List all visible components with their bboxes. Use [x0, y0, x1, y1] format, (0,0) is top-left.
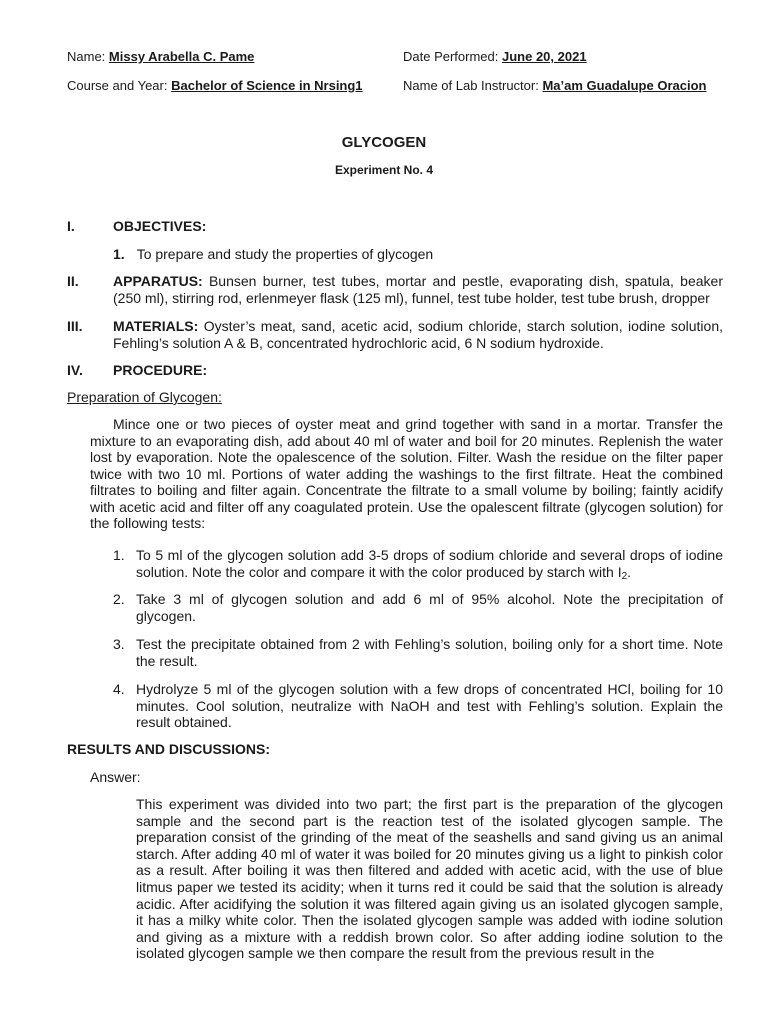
date-label: Date Performed:: [403, 49, 499, 64]
materials-block: [113, 318, 723, 352]
materials-heading: MATERIALS:: [113, 318, 199, 334]
course-line: [67, 78, 363, 93]
step-text: Test the precipitate obtained from 2 with Fehling’s solution, boiling only for a short time. Note the result.: [136, 636, 723, 669]
name-value: Missy Arabella C. Pame: [108, 49, 255, 64]
step-number: 1.: [113, 547, 125, 563]
document-subtitle: Experiment No. 4: [334, 163, 434, 177]
step-text: Hydrolyze 5 ml of the glycogen solution with a few drops of concentrated HCl, boiling for 10 minutes. Cool solution, neutralize with NaOH and test with Fehling’s solution. Explain the result obtained.: [136, 681, 723, 730]
answer-label: Answer:: [90, 769, 141, 785]
preparation-paragraph: Mince one or two pieces of oyster meat and grind together with sand in a mortar. Transfer the mixture to an evaporating dish, add about 40 ml of water and boil for 20 minutes. Replenish the water lost by evaporation. Note the opalescence of the solution. Filter. Wash the residue on the filter paper twice with two 10 ml. Portions of water adding the washings to the first filtrate. Heat the combined filtrates to boiling and filter again. Concentrate the filtrate to a small volume by boiling; faintly acidify with acetic acid and filter off any coagulated protein. Use the opalescent filtrate (glycogen solution) for the following tests:: [90, 416, 723, 531]
step-subscript: 2: [621, 570, 628, 582]
materials-number: III.: [67, 318, 83, 334]
name-line: [67, 49, 254, 64]
step-text: To 5 ml of the glycogen solution add 3-5 drops of sodium chloride and several drops of iodine solution. Note the color and compare it with the color produced by starch with I: [136, 547, 723, 580]
instructor-value: Ma’am Guadalupe Oracion: [542, 78, 707, 93]
instructor-line: [403, 78, 706, 93]
step-number: 2.: [113, 591, 125, 607]
results-heading: RESULTS AND DISCUSSIONS:: [67, 741, 271, 757]
list-item: [113, 681, 723, 731]
date-value: June 20, 2021: [502, 49, 587, 64]
apparatus-block: [113, 273, 723, 307]
materials-text: Oyster’s meat, sand, acetic acid, sodium chloride, starch solution, iodine solution, Fehling’s solution A & B, concentrated hydrochloric acid, 6 N sodium hydroxide.: [113, 318, 723, 351]
list-item: [113, 636, 723, 669]
objective-item-text: To prepare and study the properties of glycogen: [136, 246, 434, 262]
step-text: Take 3 ml of glycogen solution and add 6 ml of 95% alcohol. Note the precipitation of glycogen.: [136, 591, 723, 624]
step-number: 3.: [113, 636, 125, 652]
step-text-block: [136, 547, 723, 585]
course-value: Bachelor of Science in Nrsing1: [171, 78, 363, 93]
procedure-number: IV.: [67, 362, 83, 378]
list-item: [113, 547, 723, 585]
course-label: Course and Year:: [67, 78, 168, 93]
step-number: 4.: [113, 681, 125, 697]
apparatus-text: Bunsen burner, test tubes, mortar and pestle, evaporating dish, spatula, beaker (250 ml), stirring rod, erlenmeyer flask (125 ml), funnel, test tube holder, test tube brush, dropper: [113, 273, 723, 306]
list-item: [113, 591, 723, 624]
objective-item-number: 1.: [113, 246, 125, 262]
document-title: GLYCOGEN: [341, 134, 427, 151]
date-line: [403, 49, 587, 64]
apparatus-heading: APPARATUS:: [113, 273, 203, 289]
procedure-heading: PROCEDURE:: [113, 362, 208, 378]
discussion-paragraph: This experiment was divided into two part; the first part is the preparation of the glycogen sample and the second part is the reaction test of the isolated glycogen sample. The preparation consist of the grinding of the meat of the seashells and sand giving us an animal starch. After adding 40 ml of water it was boiled for 20 minutes giving us a light to pinkish color as a result. After boiling it was then filtered and added with acetic acid, with the use of blue litmus paper we tested its acidity; when it turns red it could be said that the solution is already acidic. After acidifying the solution it was filtered again giving us an isolated glycogen sample, it has a milky white color. Then the isolated glycogen sample was added with iodine solution and giving as a mixture with a reddish brown color. So after adding iodine solution to the isolated glycogen sample we then compare the result from the previous result in the: [136, 796, 723, 962]
preparation-heading: Preparation of Glycogen:: [67, 389, 222, 405]
step-tail: .: [627, 563, 632, 580]
name-label: Name:: [67, 49, 106, 64]
objectives-heading: OBJECTIVES:: [113, 218, 207, 234]
apparatus-number: II.: [67, 273, 79, 289]
objective-item: [113, 246, 433, 262]
objectives-number: I.: [67, 218, 75, 234]
instructor-label: Name of Lab Instructor:: [403, 78, 539, 93]
